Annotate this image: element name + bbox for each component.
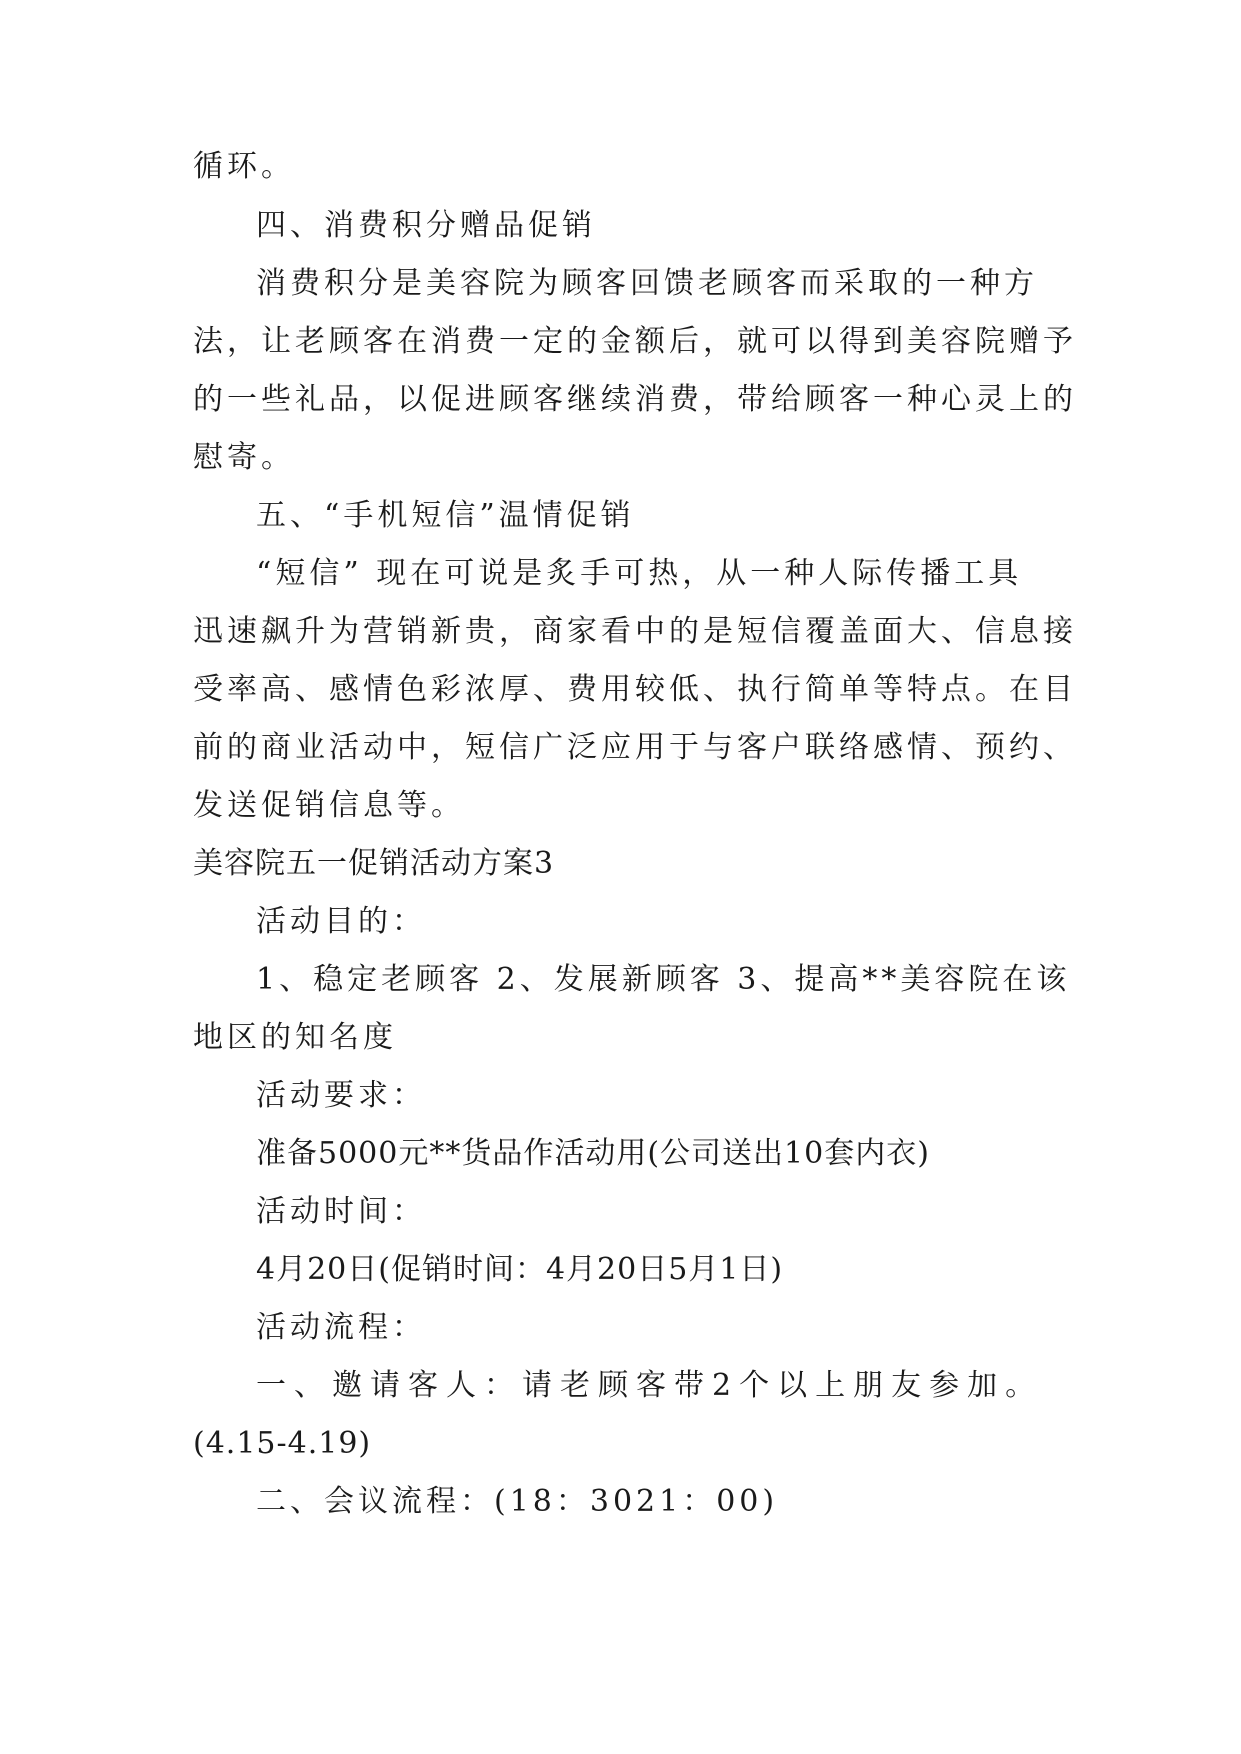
text-line-10: 受率高、感情色彩浓厚、费用较低、执行简单等特点。在目 xyxy=(193,672,1077,707)
text-line-18: 准备5000元**货品作活动用(公司送出10套内衣) xyxy=(256,1136,930,1171)
text-line-3: 消费积分是美容院为顾客回馈老顾客而采取的一种方 xyxy=(256,266,1038,301)
text-line-23: (4.15-4.19) xyxy=(193,1426,372,1461)
text-line-21: 活动流程： xyxy=(256,1310,426,1345)
text-line-15: 1、稳定老顾客 2、发展新顾客 3、提高**美容院在该 xyxy=(256,962,1071,997)
section-heading-5: 五、“手机短信”温情促销 xyxy=(256,498,635,533)
text-line-8: “短信” 现在可说是炙手可热，从一种人际传播工具 xyxy=(256,556,1023,591)
text-line-17: 活动要求： xyxy=(256,1078,426,1113)
section-heading-4: 四、消费积分赠品促销 xyxy=(256,208,596,243)
text-line-14: 活动目的： xyxy=(256,904,426,939)
article-title: 美容院五一促销活动方案3 xyxy=(193,846,555,881)
text-line-16: 地区的知名度 xyxy=(193,1020,397,1055)
text-line-19: 活动时间： xyxy=(256,1194,426,1229)
text-line-4: 法，让老顾客在消费一定的金额后，就可以得到美容院赠予 xyxy=(193,324,1077,359)
text-line-12: 发送促销信息等。 xyxy=(193,788,465,823)
text-line-9: 迅速飙升为营销新贵，商家看中的是短信覆盖面大、信息接 xyxy=(193,614,1077,649)
text-line-5: 的一些礼品，以促进顾客继续消费，带给顾客一种心灵上的 xyxy=(193,382,1077,417)
text-line-1: 循环。 xyxy=(193,149,295,184)
text-line-24: 二、会议流程：(18：3021：00) xyxy=(256,1484,779,1519)
text-line-6: 慰寄。 xyxy=(193,440,295,475)
text-line-22: 一、邀请客人：请老顾客带2个以上朋友参加。 xyxy=(256,1368,1044,1403)
text-line-20: 4月20日(促销时间：4月20日5月1日) xyxy=(256,1252,784,1287)
text-line-11: 前的商业活动中，短信广泛应用于与客户联络感情、预约、 xyxy=(193,730,1077,765)
